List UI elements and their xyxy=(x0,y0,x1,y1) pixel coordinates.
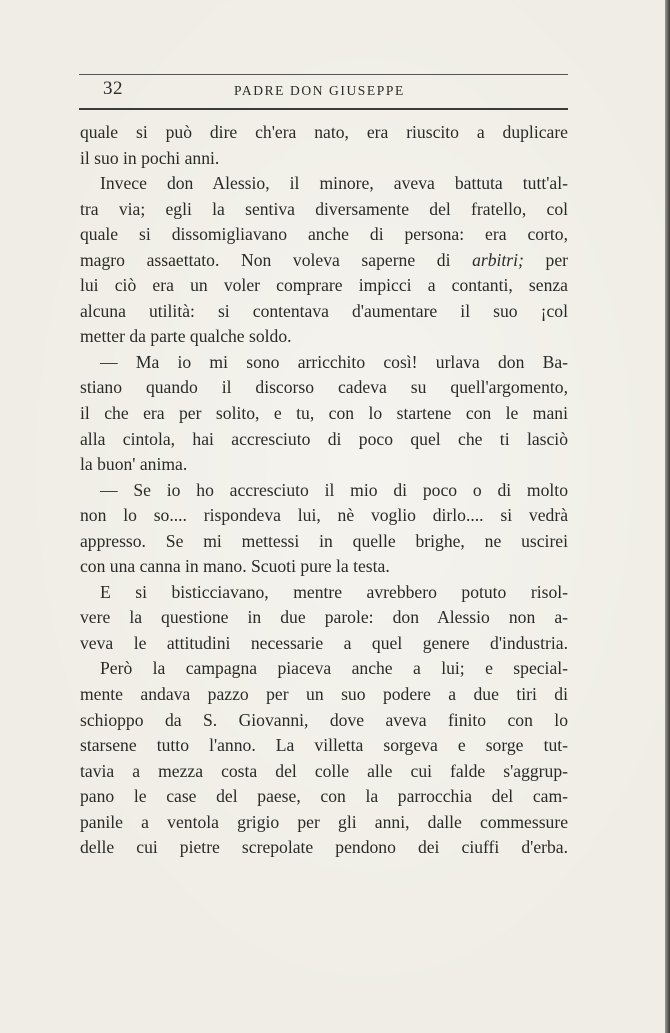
text-line xyxy=(80,452,568,478)
text-line-content: E si bisticciavano, mentre avrebbero potuto risol- xyxy=(100,581,568,602)
text-line xyxy=(80,478,568,504)
text-line-content: magro assaettato. Non voleva saperne di xyxy=(80,249,473,270)
text-line xyxy=(80,427,568,453)
text-line xyxy=(80,631,568,657)
text-line-content: veva le attitudini necessarie a quel genere d'industria. xyxy=(80,632,568,653)
text-line xyxy=(80,810,568,836)
text-line xyxy=(80,222,568,248)
text-line xyxy=(80,350,568,376)
text-line xyxy=(80,171,568,197)
text-line-content: lui ciò era un voler comprare impicci a contanti, senza xyxy=(80,275,568,296)
text-line-content: la buon' anima. xyxy=(80,454,188,475)
text-line-tail: per xyxy=(523,249,568,270)
text-line xyxy=(80,733,568,759)
text-line-content: tavia a mezza costa del colle alle cui falde s'aggrup- xyxy=(80,760,568,781)
text-line xyxy=(80,759,568,785)
running-head: PADRE DON GIUSEPPE xyxy=(234,83,405,98)
page-number: 32 xyxy=(103,78,123,99)
text-line xyxy=(80,554,568,580)
text-line xyxy=(80,146,568,172)
text-line-content: Invece don Alessio, il minore, aveva battuta tutt'al- xyxy=(100,173,568,194)
header-rule-top xyxy=(79,74,568,75)
text-line-content: non lo so.... rispondeva lui, nè voglio dirlo.... si vedrà xyxy=(80,505,568,526)
text-line-content: mente andava pazzo per un suo podere a due tiri di xyxy=(80,684,568,705)
text-line-content: alcuna utilità: si contentava d'aumentare il suo ¡col xyxy=(80,300,568,321)
text-line-content: schioppo da S. Giovanni, dove aveva finito con lo xyxy=(80,709,568,730)
text-line-content: appresso. Se mi mettessi in quelle brighe, ne uscirei xyxy=(80,530,568,551)
text-line-content: con una canna in mano. Scuoti pure la testa. xyxy=(80,556,390,577)
text-line-content: — Se io ho accresciuto il mio di poco o di molto xyxy=(100,479,568,500)
body-text xyxy=(80,120,568,861)
text-line xyxy=(80,580,568,606)
text-line xyxy=(80,273,568,299)
text-line-content: starsene tutto l'anno. La villetta sorgeva e sorge tut- xyxy=(80,735,568,756)
text-line xyxy=(80,120,568,146)
text-line xyxy=(80,324,568,350)
text-line xyxy=(80,248,568,274)
text-line-content: alla cintola, hai accresciuto di poco quel che ti lasciò xyxy=(80,428,568,449)
text-line xyxy=(80,835,568,861)
text-line xyxy=(80,197,568,223)
text-line-content: il che era per solito, e tu, con lo startene con le mani xyxy=(80,403,568,424)
text-line-content: pano le case del paese, con la parrocchia del cam- xyxy=(80,786,568,807)
text-line-content: tra via; egli la sentiva diversamente del fratello, col xyxy=(80,198,568,219)
text-line xyxy=(80,529,568,555)
text-line-content: quale si può dire ch'era nato, era riuscito a duplicare xyxy=(80,122,568,142)
text-line-content: vere la questione in due parole: don Alessio non a- xyxy=(80,607,568,628)
text-line xyxy=(80,656,568,682)
text-line xyxy=(80,401,568,427)
text-line xyxy=(80,375,568,401)
text-line-content: metter da parte qualche soldo. xyxy=(80,326,292,347)
text-line xyxy=(80,299,568,325)
text-line xyxy=(80,708,568,734)
text-line xyxy=(80,784,568,810)
page-edge-shadow xyxy=(665,0,670,1033)
text-line xyxy=(80,503,568,529)
text-line-content: panile a ventola grigio per gli anni, dalle commessure xyxy=(80,811,568,832)
text-line-content: delle cui pietre screpolate pendono dei ciuffi d'erba. xyxy=(80,837,568,858)
text-line-content: stiano quando il discorso cadeva su quell'argomento, xyxy=(80,377,568,398)
header-rule-bottom xyxy=(79,108,568,110)
text-line xyxy=(80,682,568,708)
text-line-content: — Ma io mi sono arricchito così! urlava don Ba- xyxy=(100,351,568,372)
page-header xyxy=(79,72,568,112)
text-line-content: quale si dissomigliavano anche di persona: era corto, xyxy=(80,224,568,245)
text-line-content: il suo in pochi anni. xyxy=(80,147,220,168)
italic-word: arbitri; xyxy=(472,249,524,270)
text-line xyxy=(80,605,568,631)
text-line-content: Però la campagna piaceva anche a lui; e special- xyxy=(100,658,568,679)
